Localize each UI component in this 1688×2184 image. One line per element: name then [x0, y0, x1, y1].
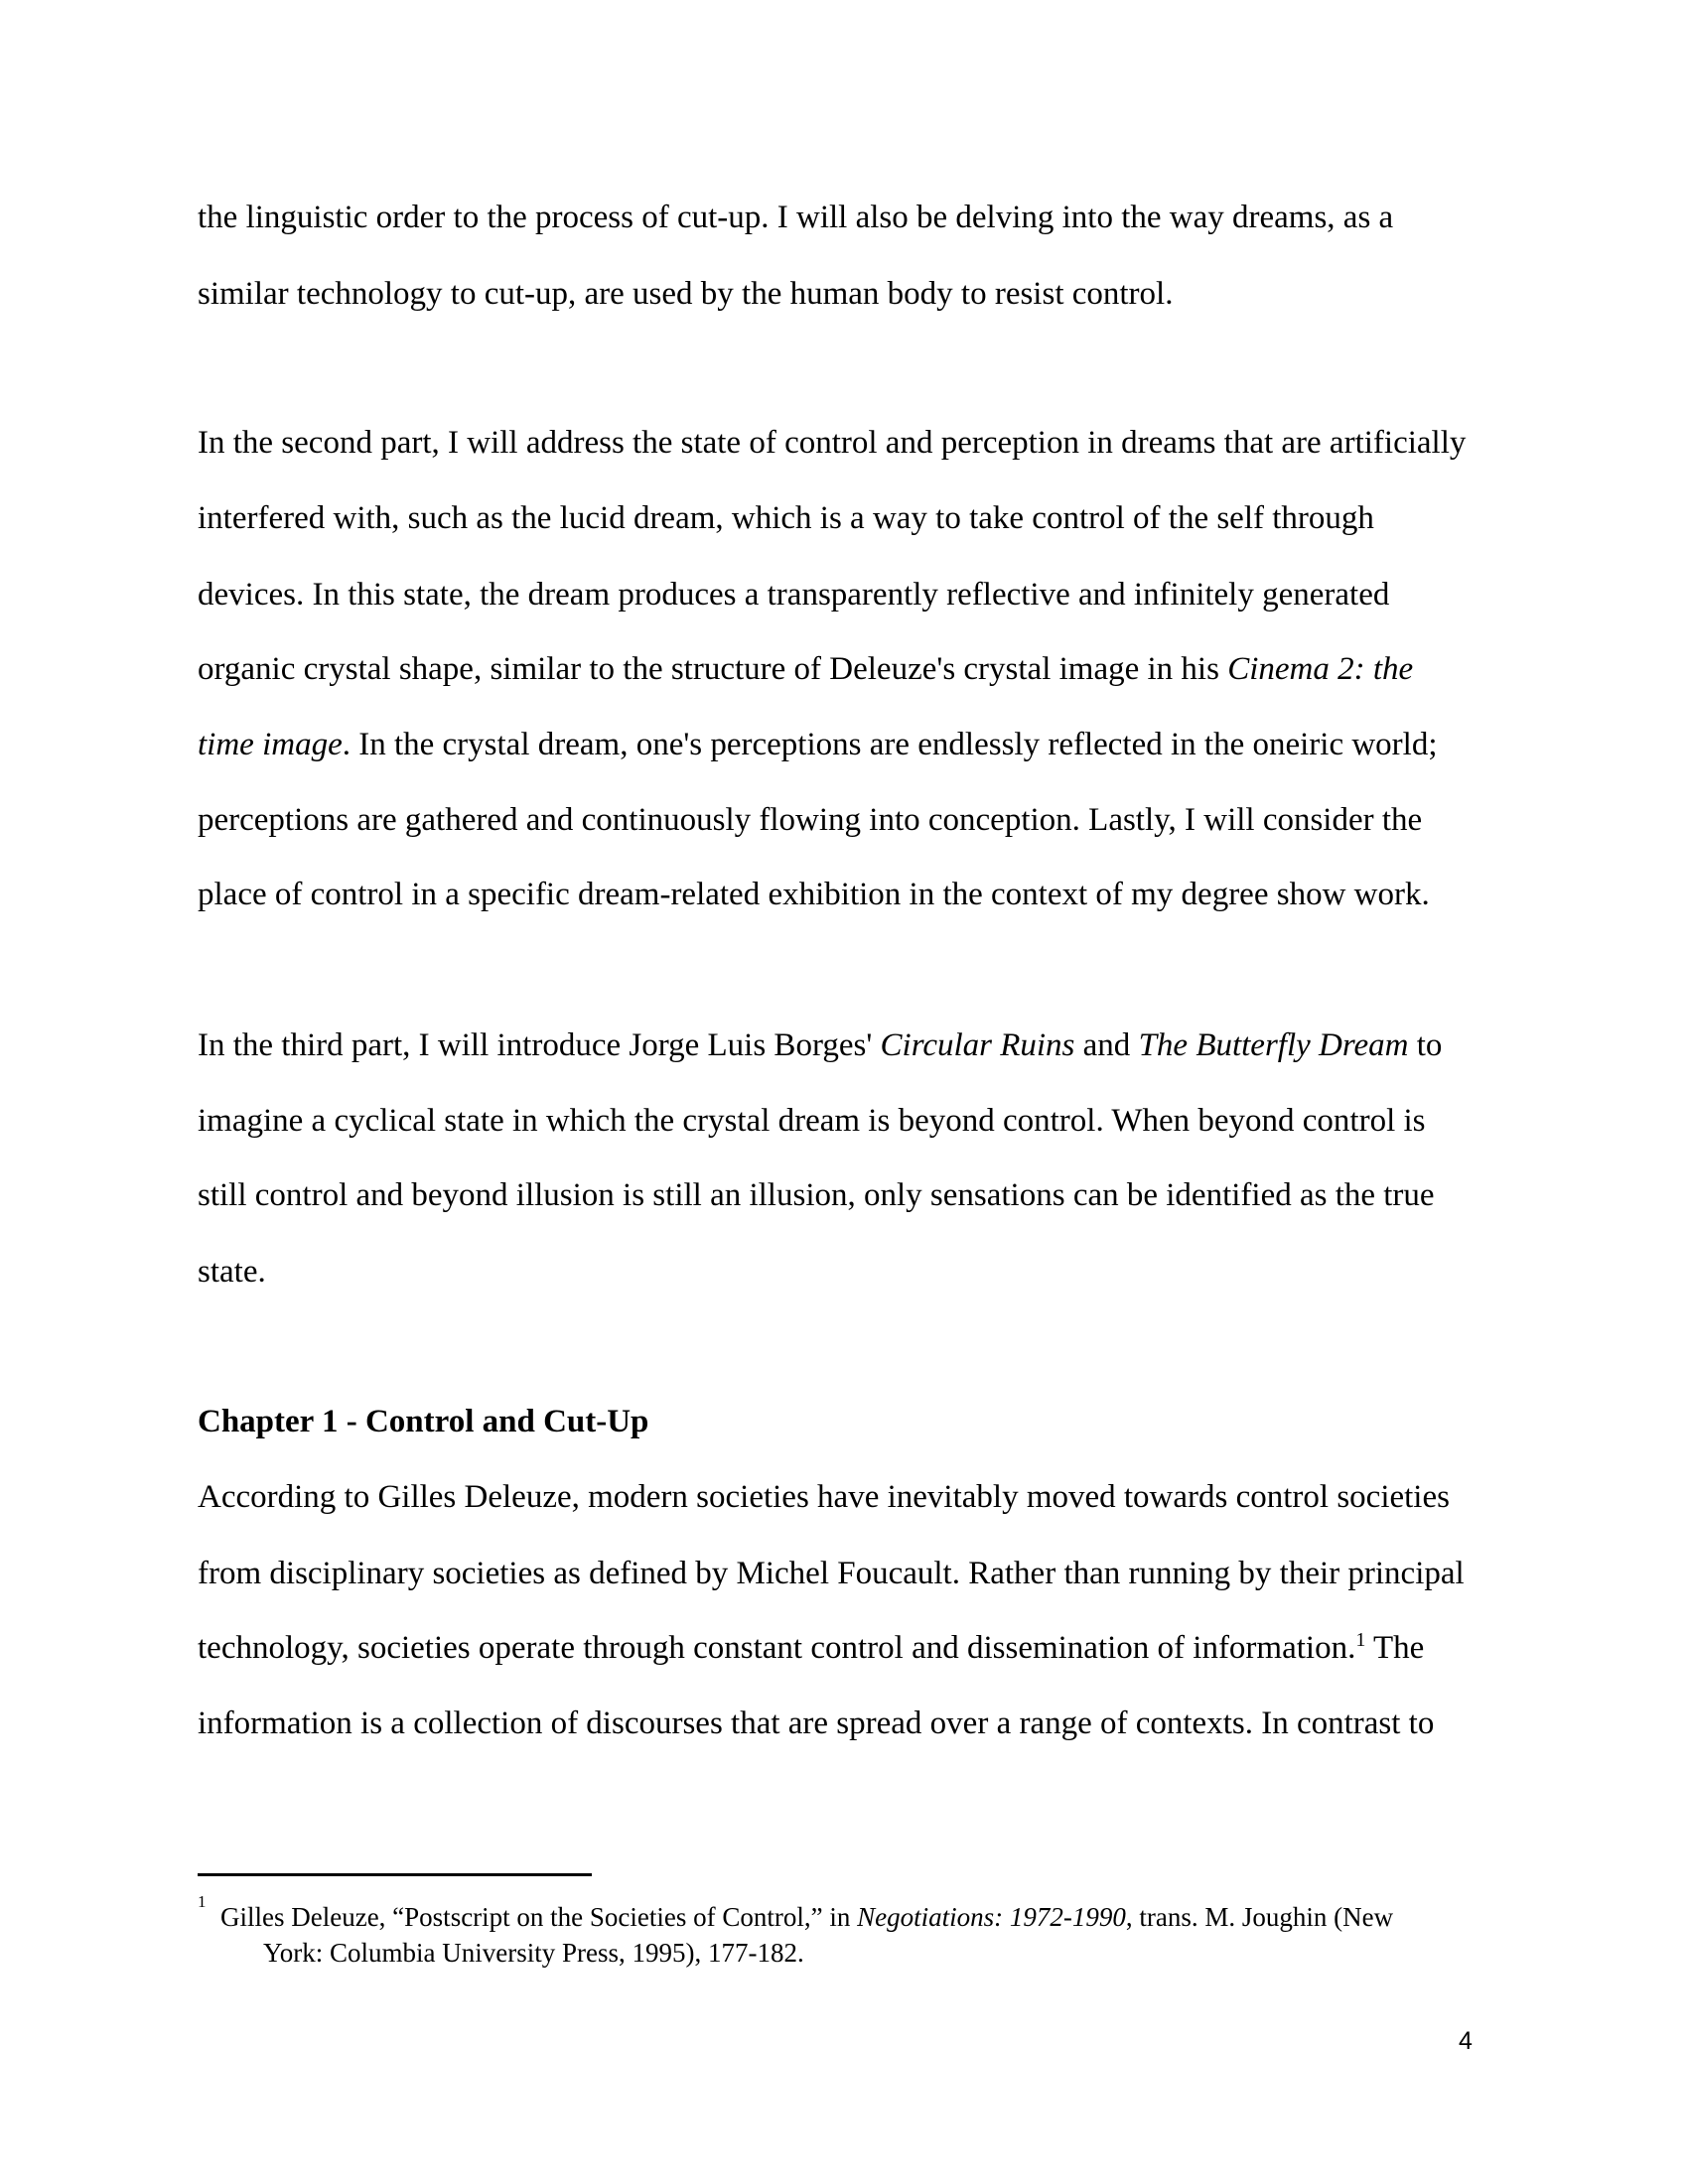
footnote-line: [220, 1901, 1393, 1933]
text-segment: , trans. M. Joughin (New: [1125, 1902, 1394, 1932]
text-segment: similar technology to cut-up, are used by the human body to resist control.: [198, 276, 1174, 312]
text-segment: In the second part, I will address the state of control and perception in dreams that are artificially: [198, 425, 1467, 461]
footnote-line: [263, 1937, 804, 1969]
text-segment: In the third part, I will introduce Jorge Luis Borges': [198, 1027, 881, 1063]
text-line: [198, 1628, 1424, 1668]
text-segment: the linguistic order to the process of cut-up. I will also be delving into the way dreams, as a: [198, 200, 1394, 235]
text-segment: Gilles Deleuze, “Postscript on the Societies of Control,” in: [220, 1902, 858, 1932]
text-segment: Negotiations: 1972-1990: [857, 1902, 1126, 1932]
text-segment: to: [1408, 1027, 1443, 1063]
text-segment: York: Columbia University Press, 1995), 177-182.: [263, 1938, 804, 1968]
chapter-heading: [198, 1402, 648, 1441]
text-segment: information is a collection of discourses that are spread over a range of contexts. In contrast to: [198, 1706, 1435, 1741]
text-segment: from disciplinary societies as defined by Michel Foucault. Rather than running by their principal: [198, 1556, 1465, 1591]
text-line: [198, 498, 1374, 538]
text-line: [198, 875, 1430, 914]
text-line: [198, 575, 1389, 614]
text-line: [198, 1554, 1465, 1593]
text-segment: . In the crystal dream, one's perceptions are endlessly reflected in the oneiric world;: [342, 727, 1438, 762]
footnote-reference: 1: [1355, 1629, 1366, 1651]
text-line: [198, 725, 1438, 764]
text-segment: Cinema 2: the: [1227, 651, 1414, 687]
text-segment: imagine a cyclical state in which the crystal dream is beyond control. When beyond control is: [198, 1103, 1426, 1139]
text-line: [198, 649, 1413, 689]
text-segment: interfered with, such as the lucid dream, which is a way to take control of the self through: [198, 500, 1374, 536]
text-line: [198, 423, 1466, 463]
text-segment: According to Gilles Deleuze, modern societies have inevitably moved towards control societies: [198, 1479, 1450, 1515]
text-line: [198, 1025, 1442, 1065]
text-segment: place of control in a specific dream-related exhibition in the context of my degree show work.: [198, 877, 1430, 912]
footnote-mark: 1: [198, 1892, 207, 1911]
text-line: [198, 1101, 1426, 1141]
text-line: [198, 1175, 1435, 1215]
text-segment: still control and beyond illusion is still an illusion, only sensations can be identified as the true: [198, 1177, 1435, 1213]
text-segment: time image: [198, 727, 343, 762]
text-segment: technology, societies operate through constant control and dissemination of information.: [198, 1630, 1356, 1666]
text-line: [198, 1704, 1434, 1743]
text-line: [198, 800, 1422, 840]
text-line: [198, 1477, 1450, 1517]
text-segment: Circular Ruins: [880, 1027, 1075, 1063]
footnote-separator: [198, 1873, 592, 1876]
text-segment: Chapter 1 - Control and Cut-Up: [198, 1404, 649, 1439]
text-line: [198, 1252, 266, 1292]
text-segment: devices. In this state, the dream produces a transparently reflective and infinitely generated: [198, 577, 1390, 613]
text-line: [198, 274, 1173, 314]
text-segment: perceptions are gathered and continuously flowing into conception. Lastly, I will consider the: [198, 802, 1423, 838]
text-segment: and: [1074, 1027, 1139, 1063]
text-segment: The Butterfly Dream: [1138, 1027, 1409, 1063]
page-number: 4: [1459, 2027, 1473, 2055]
text-segment: state.: [198, 1254, 266, 1290]
text-segment: organic crystal shape, similar to the structure of Deleuze's crystal image in his: [198, 651, 1228, 687]
text-segment: The: [1365, 1630, 1425, 1666]
text-line: [198, 198, 1393, 237]
